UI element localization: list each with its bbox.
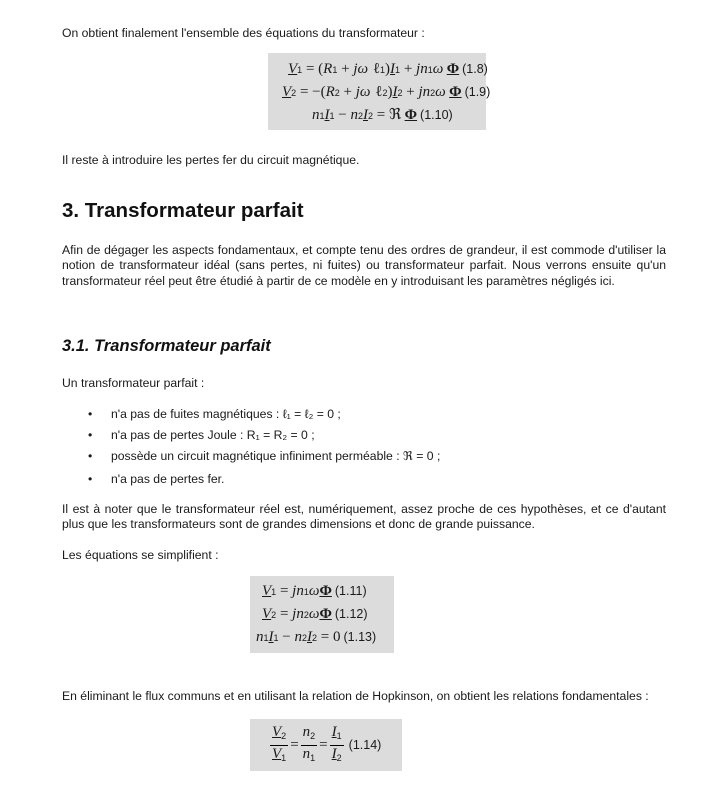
bullet-icon: • — [88, 428, 93, 442]
equation-1-13: n 1 I 1 − n 2 I 2 = 0 (1.13) — [256, 626, 388, 649]
equation-1-14: $\frac{V_2}{V_1}$ = $\frac{n_2}{n_1}$ = $\frac{I_1}{I_2}$ (1.14) — [256, 724, 381, 767]
equation-1-8-tag: (1.8) — [462, 62, 488, 76]
equation-block-2 — [250, 576, 394, 653]
simplify-intro-text: Les équations se simplifient : — [62, 548, 219, 562]
intro-text: On obtient finalement l'ensemble des équations du transformateur : — [62, 26, 425, 40]
equation-1-10-tag: (1.10) — [420, 108, 453, 122]
equation-1-9-tag: (1.9) — [464, 85, 491, 99]
list-item: • possède un circuit magnétique infiniment perméable : ℜ = 0 ; — [88, 449, 441, 463]
bullet-icon: • — [88, 449, 93, 463]
fraction-n2-n1: $\frac{n_2}{n_1}$ — [302, 723, 316, 763]
list-intro-text: Un transformateur parfait : — [62, 376, 205, 390]
hopkinson-paragraph: En éliminant le flux communs et en utilisant la relation de Hopkinson, on obtient les relations fondamentales : — [62, 689, 649, 703]
bullet-icon: • — [88, 472, 93, 486]
list-item: • n'a pas de pertes Joule : R₁ = R₂ = 0 ; — [88, 428, 315, 442]
equation-1-12-tag: (1.12) — [334, 607, 368, 621]
equation-1-11: V 1 = jn 1 ω Φ (1.11) — [256, 580, 388, 603]
section-heading: 3. Transformateur parfait — [62, 199, 304, 222]
iron-losses-text: Il reste à introduire les pertes fer du circuit magnétique. — [62, 153, 360, 167]
equation-1-9: V 2 = −( R 2 + jω ℓ 2 ) I 2 + jn 2 ω Φ (1.9) — [274, 80, 480, 103]
note-paragraph: Il est à noter que le transformateur réel est, numériquement, assez proche de ces hypothèses, et ce d'autant plus que les transformateurs sont de grandes dimensions et donc de grande puissance. — [62, 502, 666, 532]
equation-1-11-tag: (1.11) — [334, 584, 367, 598]
hypotheses-list — [62, 406, 662, 492]
list-item: • n'a pas de pertes fer. — [88, 472, 225, 486]
equation-1-14-tag: (1.14) — [348, 738, 382, 752]
equation-1-10: n 1 I 1 − n 2 I 2 = ℜ Φ (1.10) — [274, 103, 480, 126]
equation-1-13-tag: (1.13) — [343, 630, 377, 644]
section-paragraph: Afin de dégager les aspects fondamentaux, et compte tenu des ordres de grandeur, il est commode d'utiliser la notion de transformateur idéal (sans pertes, ni fuites) ou transformateur parfait. Nous verrons ensuite qu'un transformateur réel peut être étudié à partir de ce modèle en y introduisant les paramètres négligés ici. — [62, 243, 666, 288]
list-item: • n'a pas de fuites magnétiques : ℓ₁ = ℓ₂ = 0 ; — [88, 407, 341, 421]
fraction-i1-i2: $\frac{I_1}{I_2}$ — [331, 723, 342, 763]
fraction-v2-v1: $\frac{V_2}{V_1}$ — [272, 723, 287, 763]
equation-1-8: V 1 = ( R 1 + jω ℓ 1 ) I 1 + jn 1 ω Φ (1.8) — [274, 57, 480, 80]
equation-block-1 — [268, 53, 491, 130]
equation-1-12: V 2 = jn 2 ω Φ (1.12) — [256, 603, 388, 626]
subsection-heading: 3.1. Transformateur parfait — [62, 337, 271, 355]
bullet-icon: • — [88, 407, 93, 421]
equation-block-3 — [250, 719, 402, 771]
